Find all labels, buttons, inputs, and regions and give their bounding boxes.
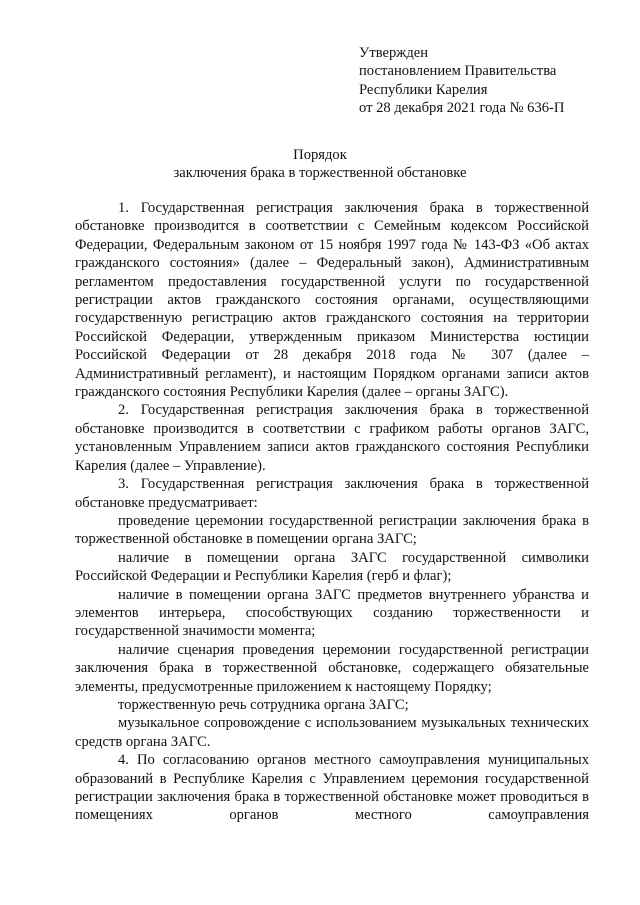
approval-line-1: Утвержден [359,45,429,61]
paragraph: наличие сценария проведения церемонии государственной регистрации заключения брака в торжественной обстановке, содержащего обязательные элементы, предусмотренные приложением к настоящему Порядку; [75,641,589,695]
approval-stamp [359,44,564,118]
approval-line-3: Республики Карелия [359,81,488,98]
paragraph: 2. Государственная регистрация заключения брака в торжественной обстановке производится в соответствии с графиком работы органов ЗАГС, установленным Управлением записи актов гражданского состояния Республики Карелия (далее – Управление). [75,402,589,474]
paragraph: музыкальное сопровождение с использованием музыкальных технических средств органа ЗАГС. [75,715,589,750]
paragraph: 1. Государственная регистрация заключения брака в торжественной обстановке производится в соответствии с Семейным кодексом Российской Федерации, Федеральным законом от 15 ноября 1997 года № 143-ФЗ «Об актах гражданского состояния» (далее – Федеральный закон), Административным регламентом предоставления государственной услуги по государственной регистрации актов гражданского состояния органами, осуществляющими государственную регистрацию актов гражданского состояния на территории Российской Федерации, утвержденным приказом Министерства юстиции Российской Федерации от 28 декабря 2018 года № 307 (далее – Административный регламент), и настоящим Порядком органами записи актов гражданского состояния Республики Карелия (далее – органы ЗАГС). [75,200,589,401]
paragraph: проведение церемонии государственной регистрации заключения брака в торжественной обстановке в помещении органа ЗАГС; [75,512,589,548]
title-line-1: Порядок [293,147,347,163]
paragraph: наличие в помещении органа ЗАГС государственной символики Российской Федерации и Республики Карелия (герб и флаг); [75,549,589,585]
approval-line-2: постановлением Правительства [359,63,557,80]
paragraph: наличие в помещении органа ЗАГС предметов внутреннего убранства и элементов интерьера, способствующих созданию торжественности и государственной значимости момента; [75,586,589,640]
document-body [75,199,589,825]
paragraph: 4. По согласованию органов местного самоуправления муниципальных образований в Республике Карелия с Управлением церемония государственной регистрации заключения брака в торжественной обстановке может проводиться в помещениях органов местного самоуправления [75,752,589,824]
paragraph: 3. Государственная регистрация заключения брака в торжественной обстановке предусматривает: [75,476,589,511]
title-line-2: заключения брака в торжественной обстановке [173,165,467,182]
approval-line-4: от 28 декабря 2021 года № 636-П [359,100,565,117]
document-title [0,146,640,183]
paragraph: торжественную речь сотрудника органа ЗАГС; [118,696,409,713]
